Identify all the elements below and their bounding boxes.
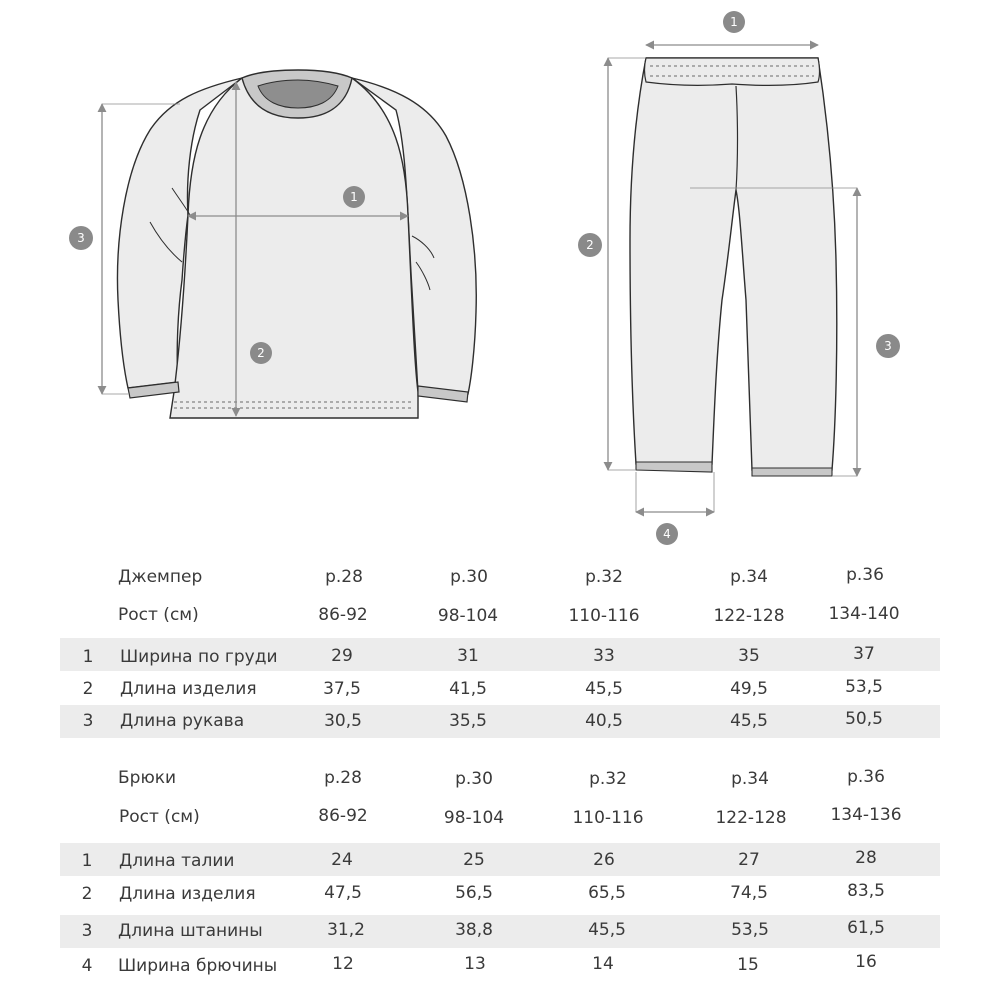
pants-row-3-index: 3 xyxy=(81,921,93,941)
jumper-row-1-label: Ширина по груди xyxy=(120,647,278,667)
jumper-row-1-value-32: 33 xyxy=(593,646,615,666)
jumper-height-30: 98-104 xyxy=(437,606,499,626)
jumper-height-34: 122-128 xyxy=(713,606,785,626)
pants-row-3-value-30: 38,8 xyxy=(455,920,493,940)
pants-width-marker-text: 4 xyxy=(663,527,671,541)
pants-row-4-value-28: 12 xyxy=(332,954,354,974)
pants-row-4-value-30: 13 xyxy=(464,954,486,974)
pants-size-30: р.30 xyxy=(455,769,493,789)
pants-height-30: 98-104 xyxy=(443,808,505,828)
pants-row-3-value-32: 45,5 xyxy=(588,920,626,940)
jumper-row-3-value-28: 30,5 xyxy=(324,711,362,731)
pants-row-1-value-30: 25 xyxy=(463,850,485,870)
pants-row-2-value-28: 47,5 xyxy=(324,883,362,903)
jumper-height-28: 86-92 xyxy=(318,605,368,625)
pants-row-4-label: Ширина брючины xyxy=(118,956,278,976)
pants-row-1-value-28: 24 xyxy=(331,850,353,870)
pants-row-4-index: 4 xyxy=(81,956,93,976)
jumper-size-36: р.36 xyxy=(846,565,884,585)
pants-size-34: р.34 xyxy=(731,769,769,789)
jumper-size-34: р.34 xyxy=(730,567,768,587)
pants-height-36: 134-136 xyxy=(830,805,902,825)
jumper-row-2-value-30: 41,5 xyxy=(449,679,487,699)
pants-row-4-value-34: 15 xyxy=(737,955,759,975)
pants-row-2-index: 2 xyxy=(81,884,93,904)
jumper-row-2-label: Длина изделия xyxy=(120,679,257,699)
pants-height-28: 86-92 xyxy=(318,806,368,826)
pants-row-4-value-36: 16 xyxy=(855,952,877,972)
jumper-chest-marker-text: 1 xyxy=(350,190,358,204)
jumper-row-3-value-30: 35,5 xyxy=(449,711,487,731)
pants-row-2-value-36: 83,5 xyxy=(847,881,885,901)
jumper-row-3-index: 3 xyxy=(82,711,94,731)
jumper-height-label: Рост (см) xyxy=(118,605,199,625)
pants-height-label: Рост (см) xyxy=(119,807,200,827)
pants-title: Брюки xyxy=(118,768,177,788)
jumper-row-2-value-34: 49,5 xyxy=(730,679,768,699)
pants-height-32: 110-116 xyxy=(572,808,644,828)
pants-waist-marker-text: 1 xyxy=(730,15,738,29)
pants-row-2-value-34: 74,5 xyxy=(730,883,768,903)
jumper-title: Джемпер xyxy=(118,567,203,587)
pants-row-1-label: Длина талии xyxy=(119,851,235,871)
pants-row-1-index: 1 xyxy=(81,851,93,871)
jumper-height-36: 134-140 xyxy=(828,604,900,624)
pants-size-28: р.28 xyxy=(324,768,362,788)
jumper-row-1-value-34: 35 xyxy=(738,646,760,666)
pants-length-marker-text: 2 xyxy=(586,238,594,252)
pants-row-3-value-34: 53,5 xyxy=(731,920,769,940)
jumper-size-32: р.32 xyxy=(585,567,623,587)
jumper-row-1-value-28: 29 xyxy=(331,646,353,666)
jumper-size-30: р.30 xyxy=(450,567,488,587)
pants-row-3-value-36: 61,5 xyxy=(847,918,885,938)
pants-row-2-value-32: 65,5 xyxy=(588,883,626,903)
jumper-row-3-value-32: 40,5 xyxy=(585,711,623,731)
pants-size-32: р.32 xyxy=(589,769,627,789)
jumper-row-1-value-36: 37 xyxy=(853,644,875,664)
pants-row-2-label: Длина изделия xyxy=(119,884,256,904)
jumper-row-1-value-30: 31 xyxy=(457,646,479,666)
jumper-row-3-label: Длина рукава xyxy=(120,711,245,731)
jumper-row-2-value-28: 37,5 xyxy=(323,679,361,699)
jumper-size-28: р.28 xyxy=(325,567,363,587)
jumper-row-3-value-34: 45,5 xyxy=(730,711,768,731)
pants-size-36: р.36 xyxy=(847,767,885,787)
jumper-row-2-value-32: 45,5 xyxy=(585,679,623,699)
jumper-row-2-index: 2 xyxy=(82,679,94,699)
pants-row-4-value-32: 14 xyxy=(592,954,614,974)
jumper-length-marker-text: 2 xyxy=(257,346,265,360)
pants-row-1-value-34: 27 xyxy=(738,850,760,870)
jumper-sleeve-marker-text: 3 xyxy=(77,231,85,245)
jumper-row-2-value-36: 53,5 xyxy=(845,677,883,697)
jumper-row-3-value-36: 50,5 xyxy=(845,709,883,729)
jumper-height-32: 110-116 xyxy=(568,606,640,626)
pants-row-1-value-36: 28 xyxy=(855,848,877,868)
pants-row-2-value-30: 56,5 xyxy=(455,883,493,903)
jumper-row-1-index: 1 xyxy=(82,647,94,667)
pants-leg-marker-text: 3 xyxy=(884,339,892,353)
pants-height-34: 122-128 xyxy=(715,808,787,828)
pants-row-3-label: Длина штанины xyxy=(118,921,263,941)
pants-row-1-value-32: 26 xyxy=(593,850,615,870)
pants-row-3-value-28: 31,2 xyxy=(327,920,365,940)
